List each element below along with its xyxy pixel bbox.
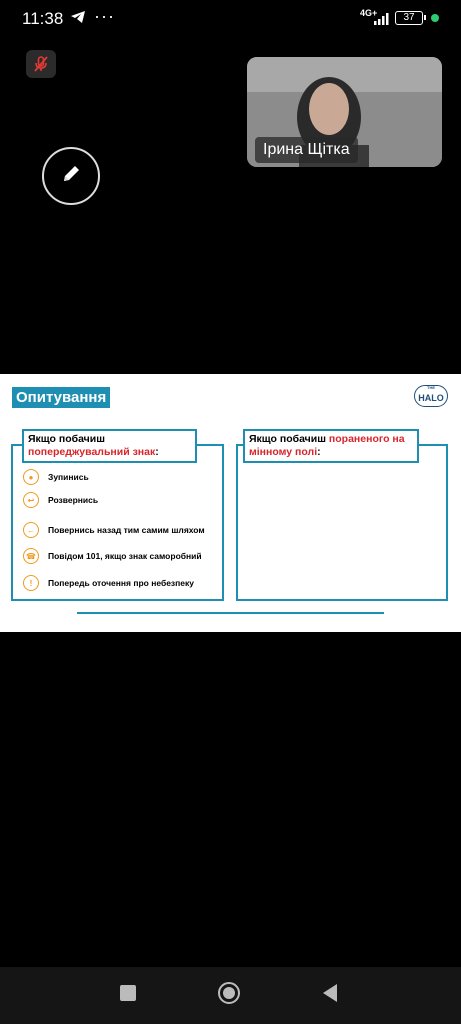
clock: 11:38 — [22, 9, 64, 28]
privacy-indicator-dot — [431, 14, 439, 22]
slide-title: Опитування — [12, 387, 110, 408]
shared-slide — [0, 374, 461, 632]
report-icon: ☎ — [23, 548, 39, 564]
network-type: 4G+ — [360, 8, 378, 18]
list-item: ← Повернись назад тим самим шляхом — [23, 522, 205, 538]
signal-icon — [374, 12, 390, 30]
participant-name: Ірина Щітка — [255, 137, 358, 163]
home-button[interactable] — [211, 967, 247, 1024]
list-item: ● Зупинись — [23, 469, 89, 485]
left-card-heading: Якщо побачиш попереджувальний знак: — [22, 429, 197, 463]
circle-icon — [217, 981, 241, 1010]
navigation-bar — [0, 967, 461, 1024]
back-button[interactable] — [312, 967, 348, 1024]
status-bar — [0, 0, 461, 38]
halo-trust-logo: THE HALO — [414, 385, 448, 407]
mic-muted-icon[interactable] — [26, 50, 56, 78]
pencil-icon — [60, 163, 82, 190]
triangle-back-icon — [321, 983, 339, 1008]
right-card-heading: Якщо побачиш пораненого на мінному полі: — [243, 429, 419, 463]
battery-indicator: 37 — [395, 11, 423, 25]
slide-divider — [77, 612, 384, 614]
walk-back-icon: ↩ — [23, 492, 39, 508]
list-item: ☎ Повідом 101, якщо знак саморобний — [23, 548, 202, 564]
stop-icon: ● — [23, 469, 39, 485]
annotate-button[interactable] — [42, 147, 100, 205]
recent-apps-button[interactable] — [110, 967, 146, 1024]
right-card — [236, 444, 448, 601]
warn-people-icon: ! — [23, 575, 39, 591]
participant-video[interactable] — [247, 57, 442, 167]
path-back-icon: ← — [23, 522, 39, 538]
list-item: ! Попередь оточення про небезпеку — [23, 575, 194, 591]
telegram-icon — [70, 10, 86, 29]
list-item: ↩ Розвернись — [23, 492, 98, 508]
square-icon — [119, 984, 137, 1007]
left-card — [11, 444, 224, 601]
more-notifications-icon: ··· — [94, 6, 115, 26]
